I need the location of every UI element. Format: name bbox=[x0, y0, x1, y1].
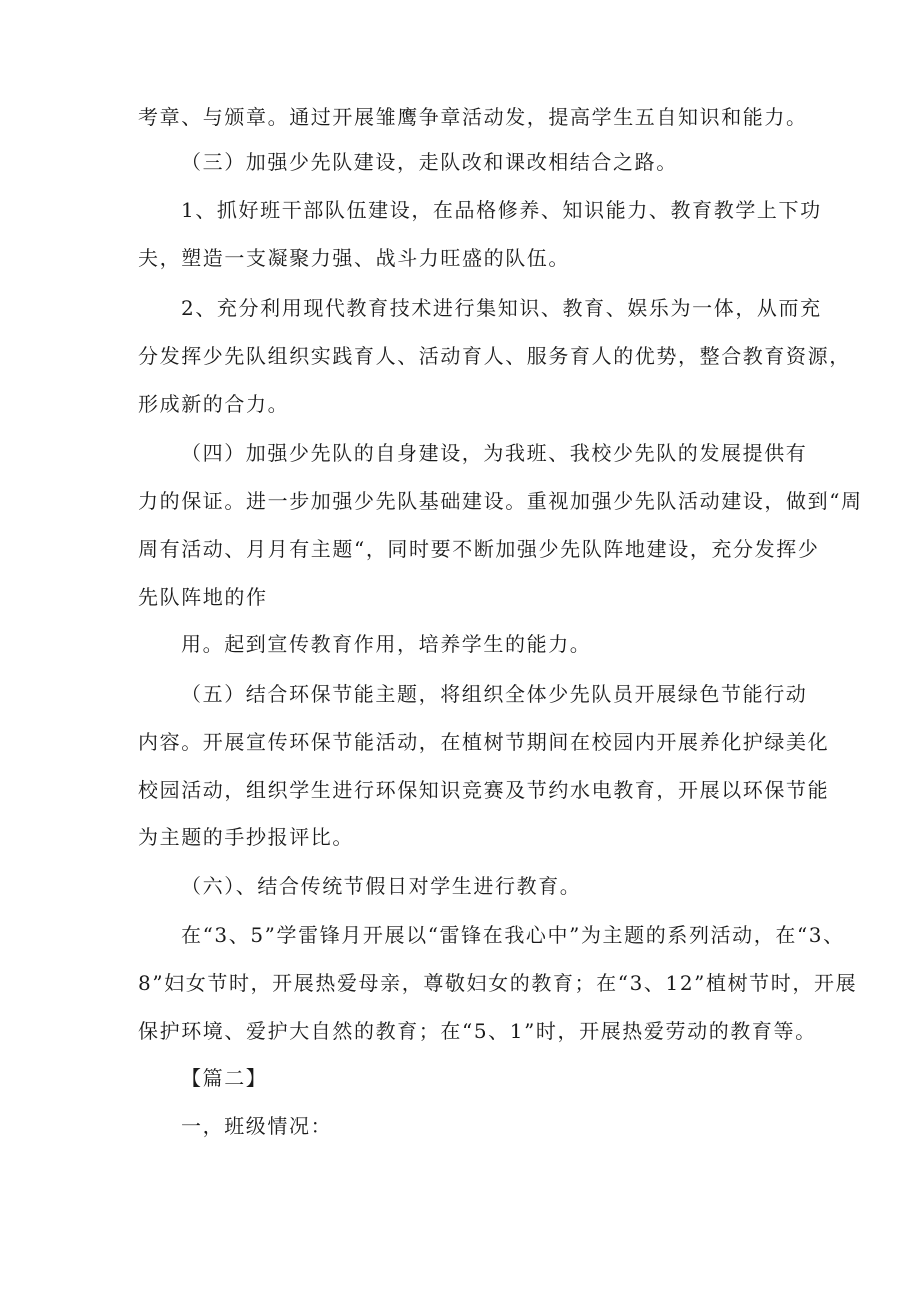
text-line: 8”妇女节时，开展热爱母亲，尊敬妇女的教育；在“3、12”植树节时，开展 bbox=[138, 971, 858, 995]
section-heading: 一，班级情况： bbox=[181, 1114, 333, 1138]
text-line: 在“3、5”学雷锋月开展以“雷锋在我心中”为主题的系列活动，在“3、 bbox=[181, 923, 845, 947]
text-line: 周有活动、月月有主题“，同时要不断加强少先队阵地建设，充分发挥少 bbox=[138, 537, 820, 561]
text-line: 分发挥少先队组织实践育人、活动育人、服务育人的优势，整合教育资源， bbox=[138, 344, 851, 368]
text-line: 2、充分利用现代教育技术进行集知识、教育、娱乐为一体，从而充 bbox=[181, 296, 822, 320]
text-line: 1、抓好班干部队伍建设，在品格修养、知识能力、教育教学上下功 bbox=[181, 198, 822, 222]
text-line: 内容。开展宣传环保节能活动，在植树节期间在校园内开展养化护绿美化 bbox=[138, 730, 830, 754]
text-line: 形成新的合力。 bbox=[138, 392, 290, 416]
text-line: 用。起到宣传教育作用，培养学生的能力。 bbox=[181, 632, 592, 656]
text-line: 考章、与颁章。通过开展雏鹰争章活动发，提高学生五自知识和能力。 bbox=[138, 105, 808, 129]
text-line: 为主题的手抄报评比。 bbox=[138, 825, 354, 849]
section-heading: （四）加强少先队的自身建设，为我班、我校少先队的发展提供有 bbox=[181, 441, 808, 465]
text-line: 先队阵地的作 bbox=[138, 585, 268, 609]
text-line: 校园活动，组织学生进行环保知识竞赛及节约水电教育，开展以环保节能 bbox=[138, 778, 830, 802]
text-line: 夫，塑造一支凝聚力强、战斗力旺盛的队伍。 bbox=[138, 246, 570, 270]
text-line: 保护环境、爱护大自然的教育；在“5、1”时，开展热爱劳动的教育等。 bbox=[138, 1019, 817, 1043]
text-line: 力的保证。进一步加强少先队基础建设。重视加强少先队活动建设，做到“周 bbox=[138, 489, 863, 513]
section-heading: （五）结合环保节能主题，将组织全体少先队员开展绿色节能行动 bbox=[181, 682, 808, 706]
section-heading: （六）、结合传统节假日对学生进行教育。 bbox=[181, 874, 582, 898]
section-heading: （三）加强少先队建设，走队改和课改相结合之路。 bbox=[181, 150, 678, 174]
part-heading: 【篇二】 bbox=[181, 1066, 268, 1090]
